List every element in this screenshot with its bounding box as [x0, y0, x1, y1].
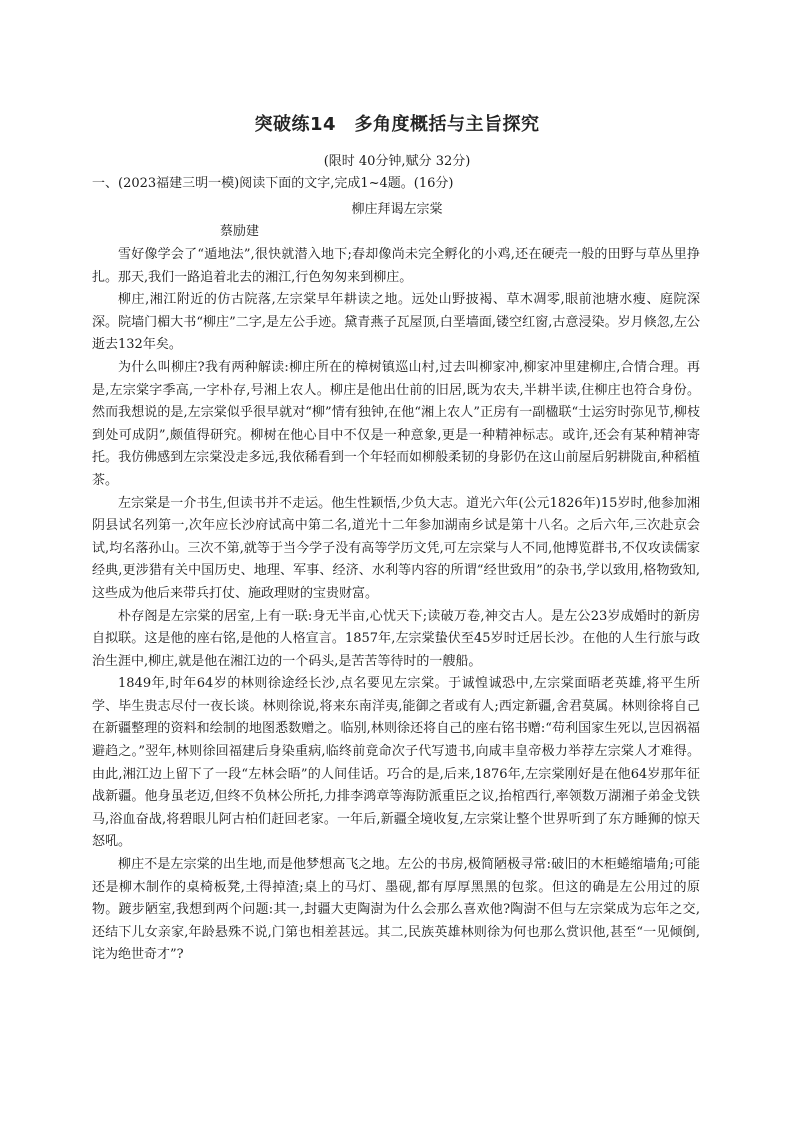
question-instruction: 一、(2023福建三明一模)阅读下面的文字,完成1~4题。(16分): [92, 176, 454, 191]
paragraph: 雪好像学会了“遁地法”,很快就潜入地下;春却像尚未完全孵化的小鸡,还在硬壳一般的田野与草丛里挣扎。那天,我们一路追着北去的湘江,行色匆匆来到柳庄。: [92, 247, 700, 285]
article-author: 蔡励建: [220, 224, 260, 239]
paragraph: 为什么叫柳庄?我有两种解读:柳庄所在的樟树镇巡山村,过去叫柳家冲,柳家冲里建柳庄,合情合理。再是,左宗棠字季高,一字朴存,号湘上农人。柳庄是他出仕前的旧居,既为农夫,半耕半读,住柳庄也符合身份。然而我想说的是,左宗棠似乎很早就对“柳”情有独钟,在他“湘上农人”正房有一副楹联“士运穷时弥见节,柳枝到处可成阴”,颇值得研究。柳树在他心目中不仅是一种意象,更是一种精神标志。或许,还会有某种精神寄托。我仿佛感到左宗棠没走多远,我依稀看到一个年轻而如柳般柔韧的身影仍在这山前屋后躬耕陇亩,种稻植茶。: [92, 359, 700, 488]
paragraph: 1849年,时年64岁的林则徐途经长沙,点名要见左宗棠。于诚惶诚恐中,左宗棠面晤老英雄,将平生所学、毕生贵志尽付一夜长谈。林则徐说,将来东南洋夷,能御之者或有人;西定新疆,舍君莫属。林则徐将自己在新疆整理的资料和绘制的地图悉数赠之。临别,林则徐还将自己的座右铭书赠:“苟利国家生死以,岂因祸福避趋之。”翌年,林则徐回福建后身染重病,临终前竟命次子代写遗书,向咸丰皇帝极力举荐左宗棠人才难得。由此,湘江边上留下了一段“左林会晤”的人间佳话。巧合的是,后来,1876年,左宗棠刚好是在他64岁那年征战新疆。他身虽老迈,但终不负林公所托,力排李鸿章等海防派重臣之议,抬棺西行,率领数万湖湘子弟金戈铁马,浴血奋战,将碧眼儿阿古柏们赶回老家。一年后,新疆全境收复,左宗棠让整个世界听到了东方睡狮的惊天怒吼。: [92, 676, 700, 850]
paragraph: 左宗棠是一介书生,但读书并不走运。他生性颖悟,少负大志。道光六年(公元1826年)15岁时,他参加湘阴县试名列第一,次年应长沙府试高中第二名,道光十二年参加湖南乡试是第十八名。之后六年,三次赴京会试,均名落孙山。三次不第,就等于当今学子没有高等学历文凭,可左宗棠与人不同,他博览群书,不仅攻读儒家经典,更涉猎有关中国历史、地理、军事、经济、水利等内容的所谓“经世致用”的杂书,学以致用,格物致知,这些成为他后来带兵打仗、施政理财的宝贵财富。: [92, 495, 700, 601]
time-limit-subtitle: (限时 40分钟,赋分 32分): [323, 154, 471, 169]
article-body: [92, 244, 700, 967]
paragraph: 朴存阁是左宗棠的居室,上有一联:身无半亩,心忧天下;读破万卷,神交古人。是左公23岁成婚时的新房自拟联。这是他的座右铭,是他的人格宣言。1857年,左宗棠蛰伏至45岁时迁居长沙。在他的人生行旅与政治生涯中,柳庄,就是他在湘江边的一个码头,是苦苦等待时的一艘船。: [92, 608, 700, 669]
page-title: 突破练14 多角度概括与主旨探究: [254, 114, 540, 135]
article-title: 柳庄拜谒左宗棠: [351, 202, 443, 217]
paragraph: 柳庄不是左宗棠的出生地,而是他梦想高飞之地。左公的书房,极简陋极寻常:破旧的木柜蜷缩墙角;可能还是柳木制作的桌椅板凳,土得掉渣;桌上的马灯、墨砚,都有厚厚黑黑的包浆。但这的确是左公用过的原物。踱步陋室,我想到两个问题:其一,封疆大吏陶澍为什么会那么喜欢他?陶澍不但与左宗棠成为忘年之交,还结下儿女亲家,年龄悬殊不说,门第也相差甚远。其二,民族英雄林则徐为何也那么赏识他,甚至“一见倾倒,诧为绝世奇才”?: [92, 857, 700, 963]
paragraph: 柳庄,湘江附近的仿古院落,左宗棠早年耕读之地。远处山野披褐、草木凋零,眼前池塘水瘦、庭院深深。院墙门楣大书“柳庄”二字,是左公手迹。黛青燕子瓦屋顶,白垩墙面,镂空红窗,古意浸染。岁月倏忽,左公逝去132年矣。: [92, 292, 700, 353]
